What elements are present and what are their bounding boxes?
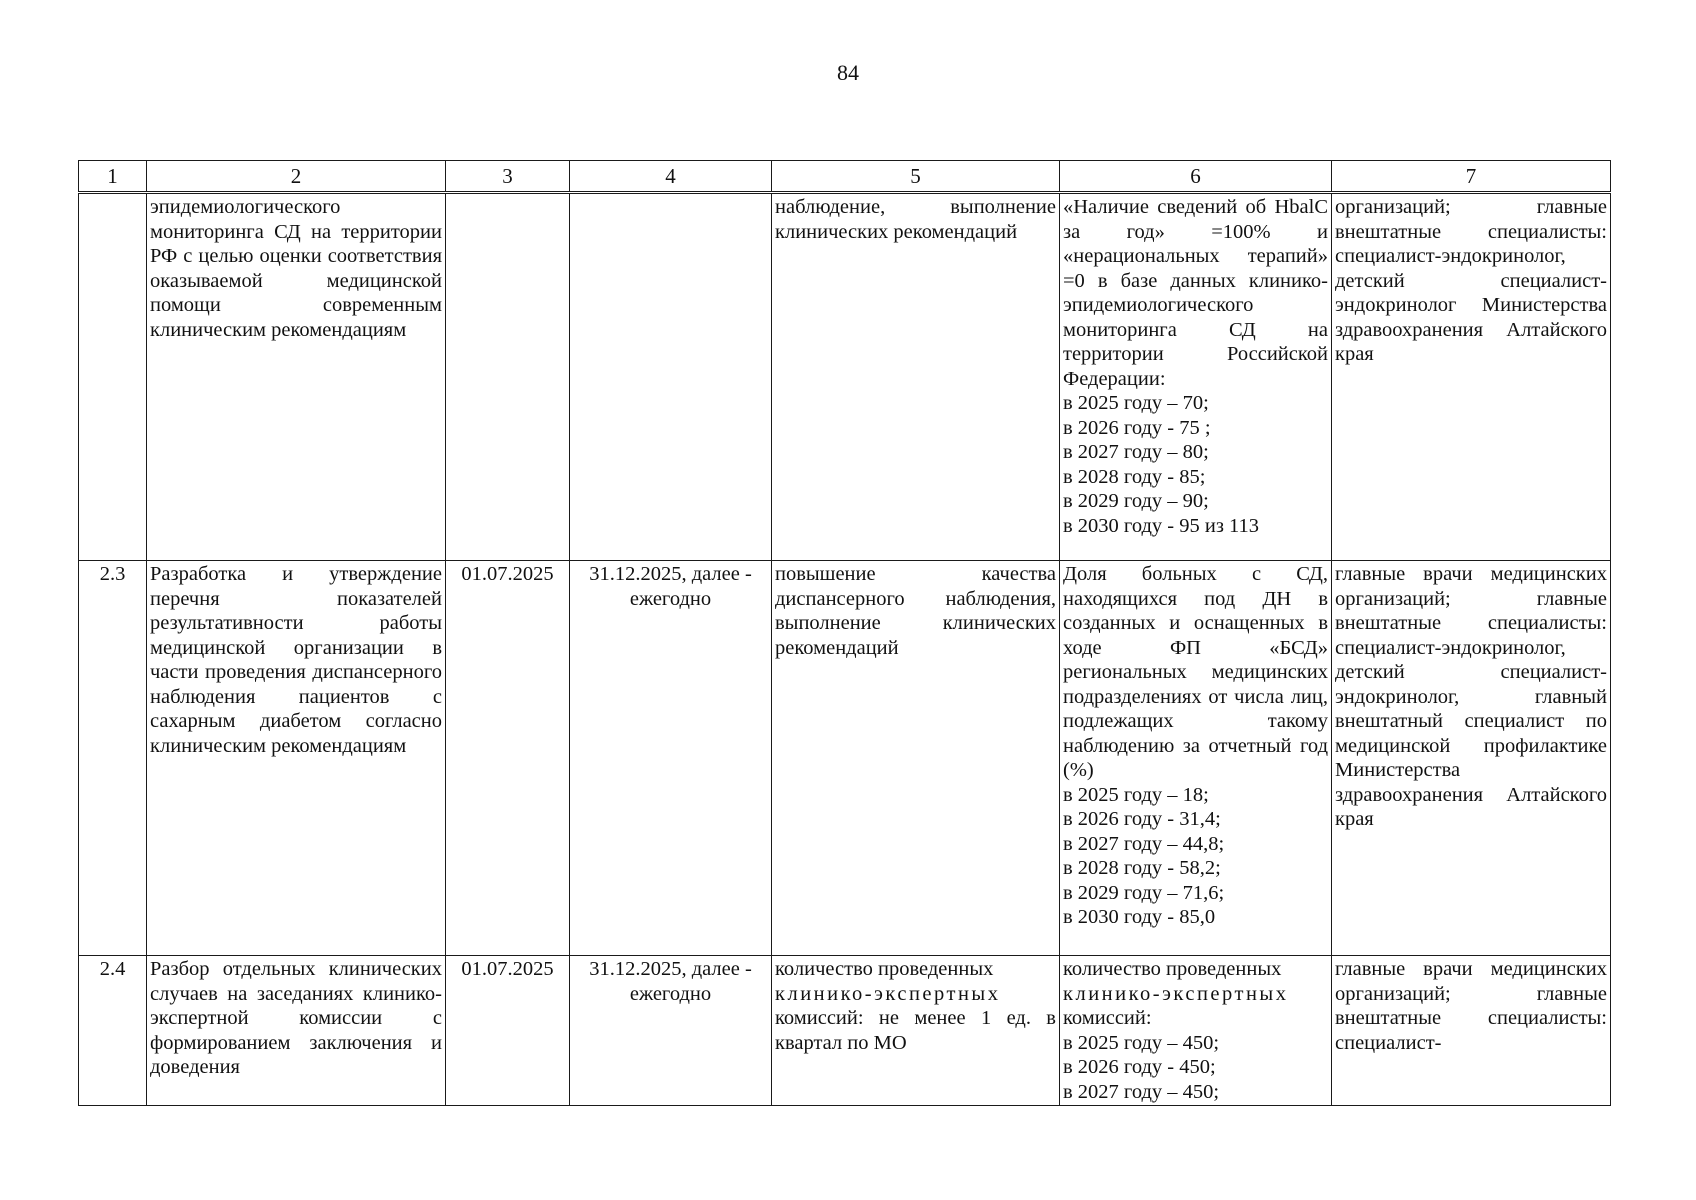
end-date: 31.12.2025, далее - ежегодно bbox=[570, 956, 772, 1106]
indicator-year-value: в 2025 году – 18; bbox=[1063, 783, 1209, 806]
indicator-year-value: в 2027 году – 44,8; bbox=[1063, 832, 1225, 855]
table-header-row bbox=[79, 161, 1611, 193]
row-number bbox=[79, 193, 147, 561]
expected-result: наблюдение, выполнение клинических рекомендаций bbox=[772, 193, 1060, 561]
indicator-text: количество проведенных bbox=[1063, 958, 1282, 980]
indicator-year-value: в 2025 году – 70; bbox=[1063, 392, 1209, 414]
responsible: главные врачи медицинских организаций; главные внештатные специалисты: специалист-эндокринолог, детский специалист-эндокринолог, главный внештатный специалист по медицинской профилактике Министерства здравоохранения Алтайского края bbox=[1332, 561, 1611, 956]
indicator-year-value: в 2028 году - 85; bbox=[1063, 465, 1206, 488]
activity-description: Разбор отдельных клинических случаев на заседаниях клинико-экспертной комиссии с формированием заключения и доведения bbox=[147, 956, 446, 1106]
activities-table bbox=[78, 160, 1611, 1106]
start-date: 01.07.2025 bbox=[446, 956, 570, 1106]
indicator-text: «Наличие сведений об HbalC за год» =100% и «нерациональных терапий» =0 в базе данных клинико-эпидемиологического мониторинга СД на территории Российской Федерации: bbox=[1063, 196, 1328, 390]
expected-result bbox=[772, 956, 1060, 1106]
column-header-7: 7 bbox=[1332, 161, 1611, 193]
indicator-year-value: в 2030 году - 95 из 113 bbox=[1063, 514, 1260, 537]
indicator-year-value: в 2028 году - 58,2; bbox=[1063, 857, 1221, 879]
row-number: 2.4 bbox=[79, 956, 147, 1106]
indicator-year-value: в 2030 году - 85,0 bbox=[1063, 906, 1216, 928]
column-header-6: 6 bbox=[1060, 161, 1332, 193]
start-date: 01.07.2025 bbox=[446, 561, 570, 956]
activity-description: эпидемиологического мониторинга СД на территории РФ с целью оценки соответствия оказываемой медицинской помощи современным клиническим рекомендациям bbox=[147, 193, 446, 561]
end-date bbox=[570, 193, 772, 561]
expected-result: повышение качества диспансерного наблюдения, выполнение клинических рекомендаций bbox=[772, 561, 1060, 956]
indicator-year-value: в 2027 году – 80; bbox=[1063, 441, 1209, 463]
indicator-text: комиссий: bbox=[1063, 1007, 1152, 1029]
indicator-year-value: в 2026 году - 450; bbox=[1063, 1056, 1216, 1078]
end-date: 31.12.2025, далее - ежегодно bbox=[570, 561, 772, 956]
indicator-year-value: в 2029 году – 90; bbox=[1063, 490, 1209, 512]
indicator bbox=[1060, 956, 1332, 1106]
column-header-3: 3 bbox=[446, 161, 570, 193]
table-row bbox=[79, 561, 1611, 956]
column-header-2: 2 bbox=[147, 161, 446, 193]
expected-result-line: количество проведенных bbox=[775, 958, 994, 980]
indicator-year-value: в 2026 году - 31,4; bbox=[1063, 808, 1221, 830]
column-header-4: 4 bbox=[570, 161, 772, 193]
expected-result-line: клинико-экспертных bbox=[775, 982, 1001, 1005]
indicator bbox=[1060, 561, 1332, 956]
responsible: организаций; главные внештатные специалисты: специалист-эндокринолог, детский специалист-эндокринолог Министерства здравоохранения Алтайского края bbox=[1332, 193, 1611, 561]
expected-result-line: комиссий: не менее 1 ед. в квартал по МО bbox=[775, 1007, 1056, 1054]
page-number: 84 bbox=[837, 60, 859, 85]
indicator bbox=[1060, 193, 1332, 561]
indicator-year-value: в 2025 году – 450; bbox=[1063, 1031, 1220, 1054]
activity-description: Разработка и утверждение перечня показателей результативности работы медицинской организации в части проведения диспансерного наблюдения пациентов с сахарным диабетом согласно клиническим рекомендациям bbox=[147, 561, 446, 956]
indicator-text: клинико-экспертных bbox=[1063, 982, 1289, 1005]
table-row bbox=[79, 193, 1611, 561]
indicator-year-value: в 2029 году – 71,6; bbox=[1063, 881, 1225, 904]
indicator-year-value: в 2026 году - 75 ; bbox=[1063, 416, 1211, 439]
table-row bbox=[79, 956, 1611, 1106]
column-header-5: 5 bbox=[772, 161, 1060, 193]
indicator-text: Доля больных с СД, находящихся под ДН в созданных и оснащенных в ходе ФП «БСД» региональных медицинских подразделениях от числа лиц, подлежащих такому наблюдению за отчетный год (%) bbox=[1063, 563, 1328, 781]
indicator-year-value: в 2027 году – 450; bbox=[1063, 1080, 1220, 1103]
responsible: главные врачи медицинских организаций; главные внештатные специалисты: специалист- bbox=[1332, 956, 1611, 1106]
column-header-1: 1 bbox=[79, 161, 147, 193]
row-number: 2.3 bbox=[79, 561, 147, 956]
start-date bbox=[446, 193, 570, 561]
